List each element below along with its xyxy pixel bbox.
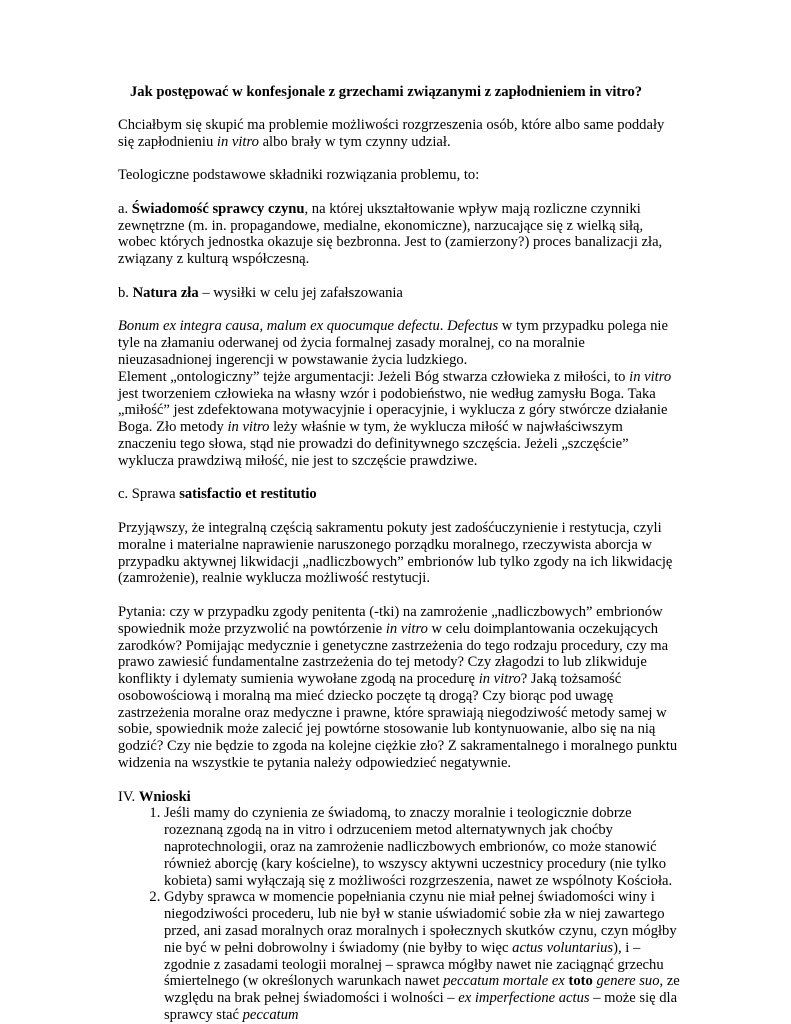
pytania-text-3: ? Jaką tożsamość osobowościową i moralną ma mieć dziecko poczęte tą drogą? Czy biorąc pod uwagę zastrzeżenia moralne oraz medyczne i prawne, które sprawiają niegodziwość metody samej w sobie, spowiednik może zalecić jej powtórne stosowanie lub kontynuowanie, albo się na nią godzić? Czy nie będzie to zgoda na kolejne ciężkie zło? Z sakramentalnego i moralnego punktu widzenia na wszystkie te pytania należy odpowiedzieć negatywnie. <box>118 671 678 772</box>
element-paragraph <box>118 369 681 470</box>
conclusion-2-text-2: ), i – zgodnie z zasadami teologii moralnej – sprawca mógłby nawet nie zaciągnąć grzechu śmiertelnego (w określonych warunkach nawet <box>164 939 664 990</box>
element-italic-2: in vitro <box>227 419 270 436</box>
element-italic-1: in vitro <box>629 368 672 385</box>
conclusion-2-text-4: – może się dla sprawcy stać <box>164 990 678 1024</box>
conclusion-2-text-3: , ze względu na brak pełnej świadomości i wolności – <box>164 973 680 1007</box>
bonum-sep: . <box>439 318 448 335</box>
wnioski-title: Wnioski <box>138 788 191 805</box>
bonum-latin-maxim: Bonum ex integra causa, malum ex quocumque defectu <box>118 318 440 335</box>
conclusion-2-italic-1: actus voluntarius <box>512 939 614 956</box>
conclusions-list <box>118 805 681 1023</box>
conclusion-2-bold: toto <box>568 973 593 990</box>
wnioski-heading <box>118 789 681 806</box>
intro-paragraph <box>118 117 681 151</box>
conclusion-2-italic-5: peccatum <box>242 1007 299 1024</box>
section-a-paragraph <box>118 201 681 268</box>
wnioski-label: IV. <box>118 788 139 805</box>
document-title: Jak postępować w konfesjonale z grzechami związanymi z zapłodnieniem in vitro? <box>130 84 643 100</box>
section-c-heading: satisfactio et restitutio <box>179 486 317 503</box>
section-a-text: , na której ukształtowanie wpływ mają rozliczne czynniki zewnętrzne (m. in. propagandowe, medialne, ekonomiczne), narzucające się z wielką siłą, wobec których jednostka okazuje się bezbronna. Jest to (zamierzony?) proces banalizacji zła, związany z kulturą współczesną. <box>118 200 663 268</box>
przyjawszy-paragraph: Przyjąwszy, że integralną częścią sakramentu pokuty jest zadośćuczynienie i restytucja, czyli moralne i materialne naprawienie naruszonego porządku moralnego, rzeczywista aborcja w przypadku aktywnej likwidacji „nadliczbowych” embrionów lub tylko zgody na ich likwidację (zamrożenie), realnie wyklucza możliwość restytucji. <box>118 519 673 587</box>
section-a-label: a. <box>118 200 132 217</box>
pytania-text-1: Pytania: czy w przypadku zgody penitenta (-tki) na zamrożenie „nadliczbowych” embrionów spowiednik może przyzwolić na powtórzenie <box>118 603 663 637</box>
conclusion-item-2 <box>164 889 681 1023</box>
element-text-3: leży właśnie w tym, że wyklucza miłość w najwłaściwszym znaczeniu tego słowa, stąd nie prowadzi do definitywnego szczęścia. Jeżeli „szczęście” wyklucza prawdziwą miłość, nie jest to szczęście prawdziwe. <box>118 419 629 469</box>
conclusion-2-italic-2: peccatum mortale ex <box>443 973 565 990</box>
conclusion-1-text: Jeśli mamy do czynienia ze świadomą, to znaczy moralnie i teologicznie dobrze rozeznaną zgodą na in vitro i odrzuceniem metod alternatywnych jak choćby naprotechnologii, oraz na zamrożenie nadliczbowych embrionów, co może stanowić również aborcję (kary kościelne), to wszyscy aktywni uczestnicy procedury (nie tylko kobieta) sami wyłączają się z możliwości rozgrzeszenia, nawet ze wspólnoty Kościoła. <box>164 805 673 889</box>
section-b-text: – wysiłki w celu jej zafałszowania <box>198 284 403 301</box>
pytania-text-2: w celu doimplantowania oczekujących zarodków? Pomijając medycznie i genetyczne zastrzeżenia do tego rodzaju procedury, czy ma prawo zawiesić fundamentalne zastrzeżenia do tej metody? Czy złagodzi to lub zlikwiduje konflikty i dylematy sumienia wywołane zgodą na procedurę <box>118 620 669 688</box>
section-b-paragraph <box>118 285 681 302</box>
section-c-paragraph <box>118 486 681 503</box>
pytania-italic-1: in vitro <box>385 620 428 637</box>
pytania-paragraph <box>118 604 681 772</box>
bonum-defectus: Defectus <box>447 318 499 335</box>
element-text-1: Element „ontologiczny” tejże argumentacji: Jeżeli Bóg stwarza człowieka z miłości, to <box>118 368 630 385</box>
theology-intro-paragraph: Teologiczne podstawowe składniki rozwiązania problemu, to: <box>118 167 480 184</box>
bonum-paragraph <box>118 318 681 368</box>
conclusion-2-italic-3: genere suo <box>596 973 660 990</box>
section-b-heading: Natura zła <box>132 284 199 301</box>
intro-italic: in vitro <box>216 133 259 150</box>
intro-text-1: Chciałbym się skupić ma problemie możliwości rozgrzeszenia osób, które albo same poddały się zapłodnieniu <box>118 116 665 150</box>
conclusion-item-1 <box>164 805 681 889</box>
conclusion-2-italic-4: ex imperfectione actus <box>458 990 590 1007</box>
section-b-label: b. <box>118 284 133 301</box>
element-text-2: jest tworzeniem człowieka na własny wzór i podobieństwo, nie według zamysłu Boga. Taka „miłość” jest zdefektowana motywacyjnie i operacyjnie, i wyklucza z góry stwórcze działanie Boga. Zło metody <box>118 385 668 436</box>
pytania-italic-2: in vitro <box>478 671 521 688</box>
section-c-label: c. Sprawa <box>118 486 180 503</box>
intro-text-2: albo brały w tym czynny udział. <box>258 133 451 150</box>
bonum-text: w tym przypadku polega nie tyle na złamaniu oderwanej od życia formalnej zasady moralnej, co na moralnie nieuzasadnionej ingerencji w powstawanie życia ludzkiego. <box>118 318 668 368</box>
conclusion-2-text-1: Gdyby sprawca w momencie popełniania czynu nie miał pełnej świadomości winy i niegodziwości procederu, lub nie był w stanie uświadomić sobie zła w niej zawartego przed, ani zasad moralnych oraz moralnych i społecznych skutków czynu, czyn mógłby nie być w pełni dobrowolny i świadomy (nie byłby to więc <box>164 889 677 956</box>
section-a-heading: Świadomość sprawcy czynu <box>131 200 305 217</box>
